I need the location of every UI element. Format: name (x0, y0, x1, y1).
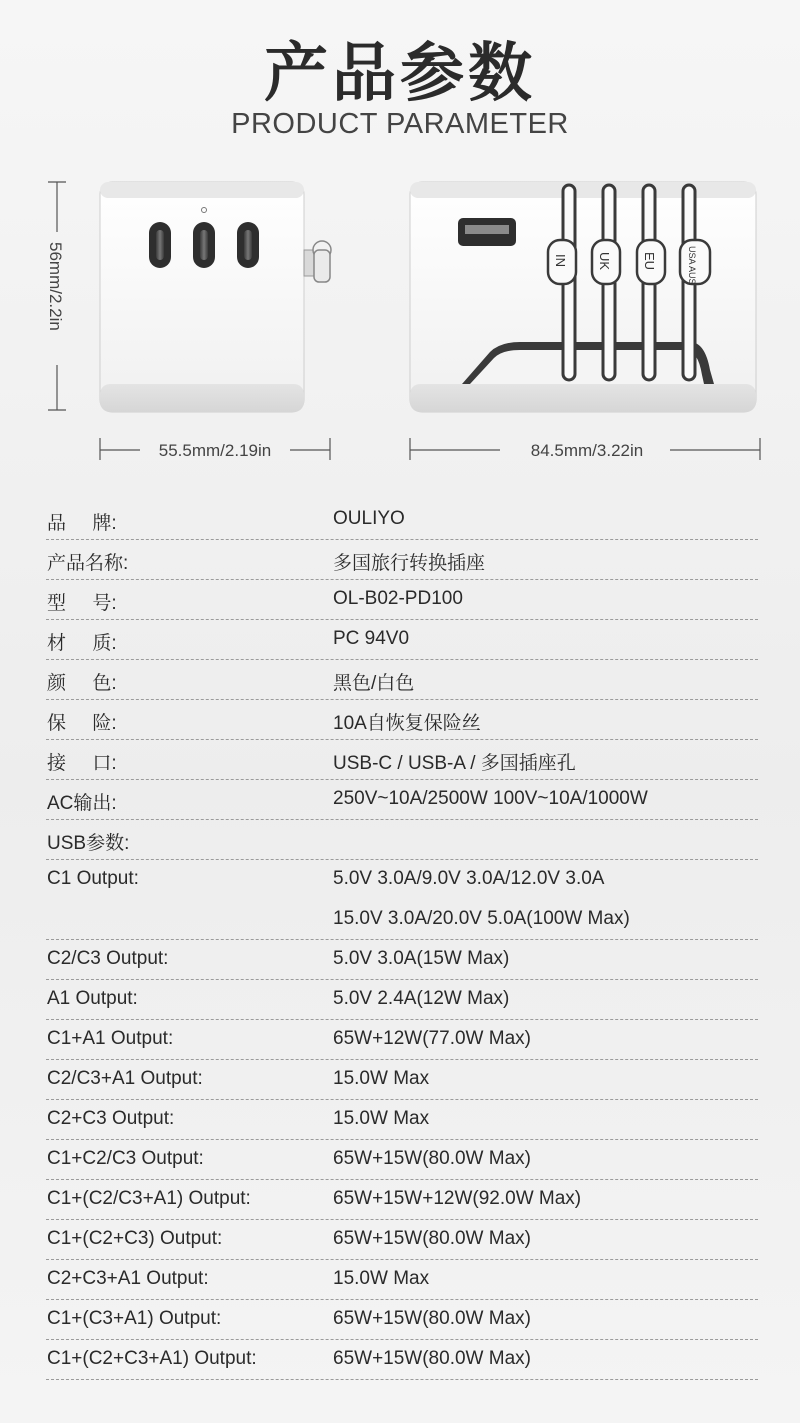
spec-label: USB参数: (47, 833, 130, 854)
spec-value: 15.0W Max (333, 1108, 430, 1129)
spec-value: 15.0V 3.0A/20.0V 5.0A(100W Max) (333, 908, 630, 929)
spec-row-interface (0, 740, 800, 780)
front-width-label: 55.5mm/2.19in (158, 441, 272, 460)
spec-value: 15.0W Max (333, 1068, 430, 1089)
slider-knob-icon (304, 241, 331, 282)
plug-label-usa-aus: USA AUS (687, 246, 697, 285)
spec-value: PC 94V0 (333, 628, 410, 649)
spec-row-c1-a1-output (0, 1020, 800, 1060)
usb-a-port-icon (458, 218, 516, 246)
spec-label: A1 Output: (47, 988, 138, 1009)
spec-value: 65W+15W(80.0W Max) (333, 1348, 531, 1369)
spec-row-usb-params (0, 820, 800, 860)
spec-value: 65W+15W(80.0W Max) (333, 1308, 531, 1329)
spec-label: C1 Output: (47, 868, 139, 889)
height-label: 56mm/2.2in (46, 242, 65, 331)
spec-row-product-name (0, 540, 800, 580)
side-view (410, 182, 756, 412)
front-view (100, 182, 331, 412)
spec-row-brand (0, 500, 800, 540)
side-width-dimension (410, 438, 760, 460)
spec-label: AC输出: (47, 793, 117, 814)
spec-table (0, 500, 800, 1380)
spec-row-c1-c2-c3-output (0, 1220, 800, 1260)
spec-value: 250V~10A/2500W 100V~10A/1000W (333, 788, 648, 809)
spec-label: C1+(C2+C3+A1) Output: (47, 1348, 257, 1369)
spec-label: C1+(C3+A1) Output: (47, 1308, 222, 1329)
spec-row-c1-c2c3-output (0, 1140, 800, 1180)
spec-row-a1-output (0, 980, 800, 1020)
page-subtitle: PRODUCT PARAMETER (231, 108, 569, 140)
spec-row-color (0, 660, 800, 700)
plug-label-uk: UK (597, 252, 612, 271)
spec-value: 5.0V 3.0A/9.0V 3.0A/12.0V 3.0A (333, 868, 605, 889)
spec-label: C1+(C2+C3) Output: (47, 1228, 223, 1249)
spec-row-c1-c3-a1-output (0, 1300, 800, 1340)
spec-value: 15.0W Max (333, 1268, 430, 1289)
spec-value: 多国旅行转换插座 (333, 553, 486, 574)
spec-label: C1+C2/C3 Output: (47, 1148, 204, 1169)
spec-label: 品 牌: (47, 513, 117, 534)
spec-row-c2-c3-a1-output (0, 1260, 800, 1300)
spec-value: 5.0V 3.0A(15W Max) (333, 948, 510, 969)
spec-value: USB-C / USB-A / 多国插座孔 (333, 753, 576, 774)
plug-label-eu: EU (642, 252, 657, 271)
spec-value: 10A自恢复保险丝 (333, 713, 481, 734)
spec-value: 65W+15W(80.0W Max) (333, 1228, 531, 1249)
spec-label: 接 口: (47, 753, 117, 774)
usb-c-port-icon (193, 222, 215, 268)
page-title: 产品参数 (264, 37, 536, 111)
spec-value: OULIYO (333, 508, 405, 529)
spec-label: C2+C3 Output: (47, 1108, 175, 1129)
spec-value: 黑色/白色 (333, 673, 415, 694)
spec-row-c2c3-a1-output (0, 1060, 800, 1100)
spec-label: C1+(C2/C3+A1) Output: (47, 1188, 251, 1209)
spec-value: 65W+15W(80.0W Max) (333, 1148, 531, 1169)
spec-row-c1-c2-c3-a1-output (0, 1340, 800, 1380)
plug-label-in: IN (553, 254, 568, 267)
spec-label: C2/C3 Output: (47, 948, 169, 969)
spec-value: OL-B02-PD100 (333, 588, 463, 609)
front-width-dimension (100, 438, 330, 460)
spec-row-fuse (0, 700, 800, 740)
spec-label: 材 质: (47, 633, 117, 654)
spec-label: C1+A1 Output: (47, 1028, 174, 1049)
spec-row-c1-c2c3-a1-output (0, 1180, 800, 1220)
side-width-label: 84.5mm/3.22in (530, 441, 644, 460)
spec-value: 65W+12W(77.0W Max) (333, 1028, 531, 1049)
spec-label: 保 险: (47, 713, 117, 734)
height-dimension (46, 182, 66, 410)
spec-row-material (0, 620, 800, 660)
product-dimension-diagram (0, 170, 800, 470)
usb-c-port-icon (149, 222, 171, 268)
spec-label: C2+C3+A1 Output: (47, 1268, 209, 1289)
spec-row-model (0, 580, 800, 620)
spec-row-c1-output-cont (0, 900, 800, 940)
spec-row-ac-output (0, 780, 800, 820)
spec-label: 产品名称: (47, 553, 129, 574)
spec-label: 型 号: (47, 593, 117, 614)
spec-value: 65W+15W+12W(92.0W Max) (333, 1188, 582, 1209)
spec-label: 颜 色: (47, 673, 117, 694)
spec-row-c2c3-output (0, 940, 800, 980)
spec-row-c2-c3-output (0, 1100, 800, 1140)
spec-row-c1-output (0, 860, 800, 900)
spec-label: C2/C3+A1 Output: (47, 1068, 203, 1089)
usb-c-port-icon (237, 222, 259, 268)
spec-value: 5.0V 2.4A(12W Max) (333, 988, 510, 1009)
